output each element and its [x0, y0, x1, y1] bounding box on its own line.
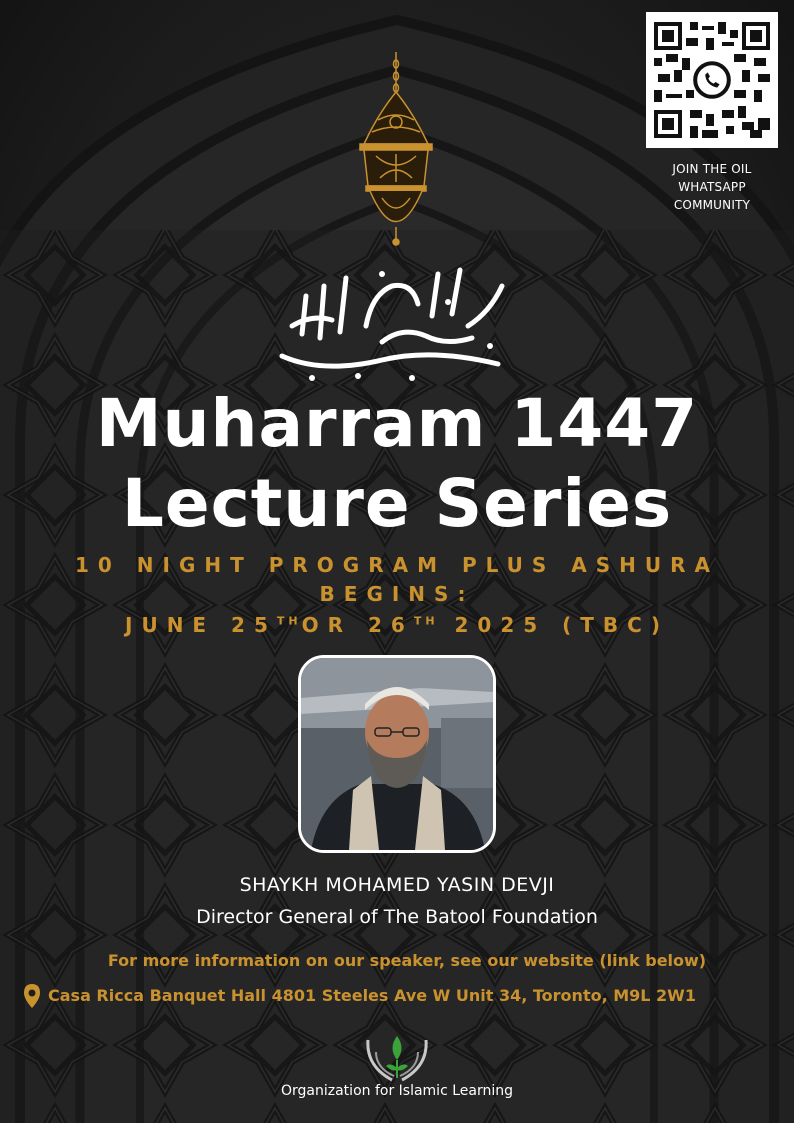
program-dates — [0, 611, 794, 639]
date-a-suffix: TH — [276, 614, 302, 628]
program-line-1: 10 NIGHT PROGRAM PLUS ASHURA — [75, 553, 719, 577]
date-c: 2025 (TBC) — [438, 613, 669, 637]
oil-logo-icon — [362, 1032, 432, 1084]
title-line-1: Muharram 1447 — [95, 385, 699, 462]
date-b: OR 26 — [301, 613, 414, 637]
organization-name: Organization for Islamic Learning — [281, 1083, 513, 1099]
speaker-role: Director General of The Batool Foundation — [196, 906, 598, 928]
qr-caption-line-2: WHATSAPP — [678, 180, 746, 194]
date-a: JUNE 25 — [125, 613, 277, 637]
qr-code-icon — [654, 20, 770, 140]
program-line-2: BEGINS: — [319, 582, 475, 606]
qr-caption — [636, 160, 788, 214]
speaker-photo — [298, 655, 496, 853]
whatsapp-icon — [695, 63, 729, 97]
venue-address — [22, 983, 792, 1009]
more-info-text: For more information on our speaker, see our website (link below) — [107, 951, 707, 970]
speaker-name: SHAYKH MOHAMED YASIN DEVJI — [239, 874, 555, 896]
qr-caption-line-1: JOIN THE OIL — [672, 162, 752, 176]
qr-caption-line-3: COMMUNITY — [673, 198, 751, 212]
speaker-photo-image — [301, 658, 493, 850]
location-pin-icon — [22, 983, 42, 1009]
whatsapp-qr-code[interactable] — [646, 12, 778, 148]
date-b-suffix: TH — [413, 614, 439, 628]
arabic-calligraphy — [262, 256, 526, 386]
title-line-2: Lecture Series — [121, 465, 673, 542]
venue-text: Casa Ricca Banquet Hall 4801 Steeles Ave W Unit 34, Toronto, M9L 2W1 — [48, 986, 696, 1005]
lantern-icon — [348, 52, 444, 246]
